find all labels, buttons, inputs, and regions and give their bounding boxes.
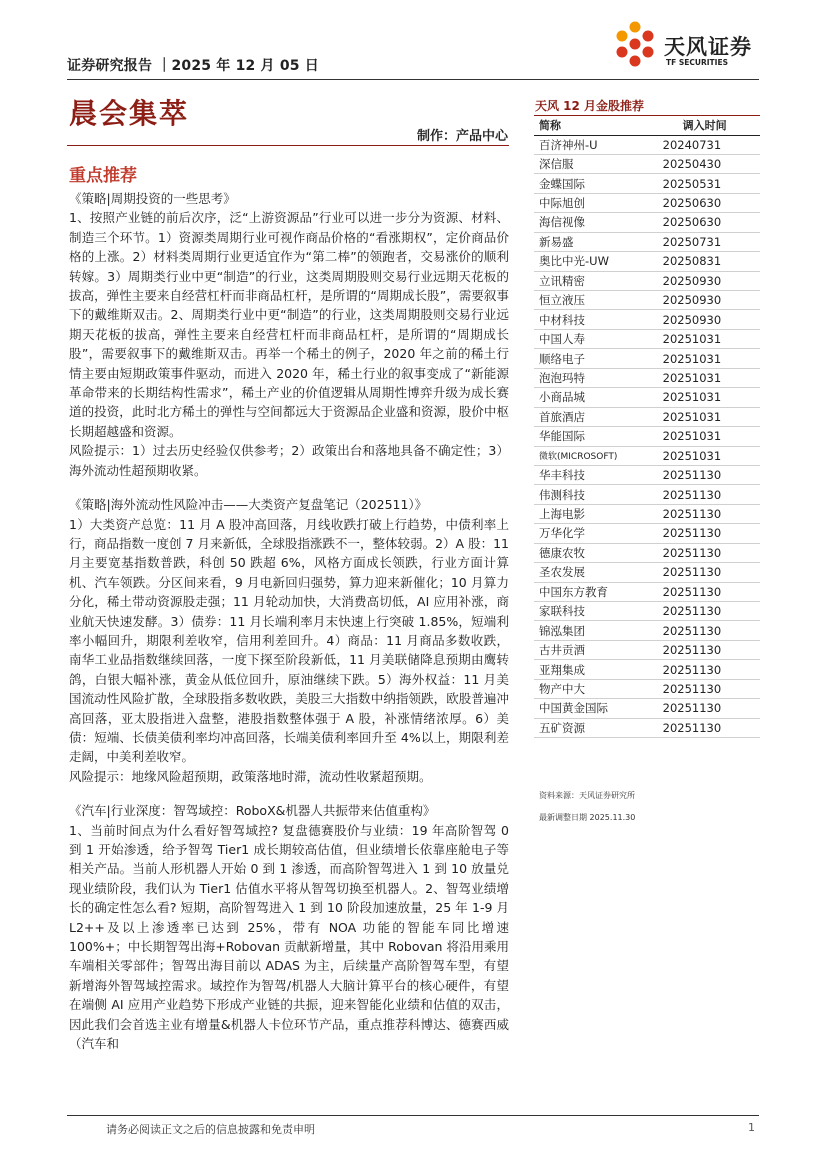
stock-date: 20251130 <box>658 563 760 582</box>
stock-name: 新易盛 <box>534 232 658 251</box>
stock-date: 20250731 <box>658 232 760 251</box>
page-title: 晨会集萃 <box>69 97 190 130</box>
table-row <box>534 232 760 251</box>
stock-date: 20250930 <box>658 310 760 329</box>
stock-name: 物产中大 <box>534 679 658 698</box>
stock-name: 古井贡酒 <box>534 640 658 659</box>
column-header-name: 简称 <box>534 116 658 135</box>
table-row <box>534 252 760 271</box>
risk-warning: 风险提示：地缘风险超预期，政策落地时滞，流动性收紧超预期。 <box>69 768 432 784</box>
table-row <box>534 543 760 562</box>
maker-label: 制作：产品中心 <box>416 129 508 144</box>
stock-name: 奥比中光-UW <box>534 252 658 271</box>
stock-date: 20251130 <box>658 524 760 543</box>
stock-date: 20250531 <box>658 174 760 193</box>
stock-date: 20251130 <box>658 602 760 621</box>
stock-name: 小商品城 <box>534 388 658 407</box>
article-body: 1）大类资产总览：11 月 A 股冲高回落，月线收跌打破上行趋势，中债利率上行，商品指数一度创 7 月来新低，全球股指涨跌不一，整体较弱。2）A 股：11 月主要宽基指数普跌，科创 50 跌超 6%，风格方面成长领跌，行业方面计算机、汽车领跌。分区间来看，9 月电新回归强势，算力迎来新催化；10 月算力分化，稀土带动资源股走强；11 月轮动加快，大消费高切低，AI 应用补涨，商业航天快速发酵。3）债券：11 月长端利率月末快速上行突破 1.85%，短端利率小幅回升，期限利差收窄，信用利差回升。4）商品：11 月商品多数收跌，南华工业品指数继续回落，一度下探至阶段新低，11 月美联储降息预期由鹰转鸽，白银大幅补涨，黄金从低位回升，原油继续下跌。5）海外权益：11 月美国流动性风险扩散，全球股指多数收跌，美股三大指数中纳指领跌，欧股普遍冲高回落，亚太股指进入盘整，港股指数整体强于 A 股，补涨情绪浓厚。6）美债：短端、长债美债利率均冲高回落，长端美债利率回升至 4%以上，期限利差走阔，中美利差收窄。 <box>69 516 509 765</box>
logo-name-en: TF SECURITIES <box>666 58 728 67</box>
table-row <box>534 563 760 582</box>
stock-name: 锦泓集团 <box>534 621 658 640</box>
company-logo <box>610 20 760 76</box>
stock-date: 20251130 <box>658 699 760 718</box>
stock-name: 万华化学 <box>534 524 658 543</box>
table-row <box>534 271 760 290</box>
table-row <box>534 407 760 426</box>
stock-date: 20251130 <box>658 640 760 659</box>
stock-name: 上海电影 <box>534 504 658 523</box>
footer-disclaimer: 请务必阅读正文之后的信息披露和免责申明 <box>106 1123 315 1136</box>
stock-date: 20250630 <box>658 193 760 212</box>
table-row <box>534 368 760 387</box>
article-cycle-strategy <box>69 189 509 480</box>
table-row <box>534 310 760 329</box>
article-body: 1、按照产业链的前后次序，泛“上游资源品”行业可以进一步分为资源、材料、制造三个环节。1）资源类周期行业可视作商品价格的“看涨期权”，定价商品价格的上涨。2）材料类周期行业更适宜作为“第二棒”的领跑者，交易涨价的顺利转嫁。3）周期类行业中更“制造”的行业，这类周期股则交易行业远期天花板的拔高，弹性主要来自经营杠杆而非商品杠杆，是所谓的“周期成长股”，需要叙事下的戴维斯双击。2、周期类行业中更“制造”的行业，这类周期股则交易行业远期天花板的拔高，弹性主要来自经营杠杆而非商品杠杆，是所谓的“周期成长股”，需要叙事下的戴维斯双击。再举一个稀土的例子，2020 年之前的稀土行情主要由短期政策事件驱动，而进入 2020 年，稀土行业的叙事变成了“新能源革命带来的长期结构性需求”，稀土产业的价值逻辑从周期性博弈升级为成长赛道的投资，此时北方稀土的弹性与空间都远大于资源品企业盛和资源，股价中枢长期超越盛和资源。 <box>69 210 509 439</box>
table-row <box>534 718 760 737</box>
table-row <box>534 660 760 679</box>
article-title: 《汽车|行业深度：智驾域控：RoboX&机器人共振带来估值重构》 <box>69 803 436 819</box>
article-auto-domain <box>69 801 509 1053</box>
table-row <box>534 485 760 504</box>
stock-date: 20250831 <box>658 252 760 271</box>
stock-name: 德康农牧 <box>534 543 658 562</box>
table-row <box>534 621 760 640</box>
stock-date: 20251130 <box>658 543 760 562</box>
stock-name: 华丰科技 <box>534 465 658 484</box>
article-title: 《策略|周期投资的一些思考》 <box>69 191 236 206</box>
stock-date: 20251130 <box>658 465 760 484</box>
stock-date: 20240731 <box>658 135 760 154</box>
table-row <box>534 446 760 465</box>
stock-date: 20251031 <box>658 368 760 387</box>
stock-name: 首旅酒店 <box>534 407 658 426</box>
table-header-row <box>534 116 760 135</box>
sidebar-title: 天风 12 月金股推荐 <box>534 96 760 116</box>
table-row <box>534 154 760 173</box>
stock-name: 深信服 <box>534 154 658 173</box>
stock-date: 20251130 <box>658 485 760 504</box>
stock-name: 中材科技 <box>534 310 658 329</box>
table-row <box>534 465 760 484</box>
report-header-title: 证券研究报告 ｜2025 年 12 月 05 日 <box>67 58 319 74</box>
article-title: 《策略|海外流动性风险冲击——大类资产复盘笔记（202511）》 <box>69 497 428 513</box>
table-row <box>534 291 760 310</box>
stock-name: 中国黄金国际 <box>534 699 658 718</box>
stock-name: 家联科技 <box>534 602 658 621</box>
table-row <box>534 524 760 543</box>
stock-name: 伟测科技 <box>534 485 658 504</box>
table-row <box>534 213 760 232</box>
stock-name: 百济神州-U <box>534 135 658 154</box>
stock-name: 泡泡玛特 <box>534 368 658 387</box>
section-heading: 重点推荐 <box>69 166 137 186</box>
stock-date: 20251130 <box>658 582 760 601</box>
stock-date: 20251031 <box>658 349 760 368</box>
table-row <box>534 602 760 621</box>
stock-date: 20251031 <box>658 407 760 426</box>
source-note: 资料来源：天风证券研究所 <box>539 791 635 801</box>
table-row <box>534 679 760 698</box>
page-number: 1 <box>748 1121 755 1134</box>
stock-date: 20250630 <box>658 213 760 232</box>
header-divider <box>67 79 759 80</box>
stock-name: 恒立液压 <box>534 291 658 310</box>
main-content <box>69 189 509 1068</box>
table-row <box>534 349 760 368</box>
logo-name-cn: 天风证券 <box>664 35 752 59</box>
gold-stock-sidebar <box>534 96 760 824</box>
article-asset-review <box>69 495 509 786</box>
stock-date: 20251130 <box>658 504 760 523</box>
stock-date: 20250930 <box>658 291 760 310</box>
stock-name: 圣农发展 <box>534 563 658 582</box>
stock-date: 20250430 <box>658 154 760 173</box>
stock-date: 20251031 <box>658 446 760 465</box>
stock-date: 20251031 <box>658 388 760 407</box>
stock-name: 中际旭创 <box>534 193 658 212</box>
stock-name: 海信视像 <box>534 213 658 232</box>
table-row <box>534 193 760 212</box>
stock-date: 20251130 <box>658 679 760 698</box>
table-row <box>534 640 760 659</box>
table-row <box>534 699 760 718</box>
stock-name: 金蝶国际 <box>534 174 658 193</box>
update-note: 最新调整日期 2025.11.30 <box>539 813 636 823</box>
title-divider <box>67 145 509 146</box>
article-body: 1、当前时间点为什么看好智驾域控? 复盘德赛股价与业绩：19 年高阶智驾 0 到 1 开始渗透，给予智驾 Tier1 成长期较高估值，但业绩增长依靠座舱电子等相关产品。当前人形机器人开始 0 到 1 渗透，而高阶智驾进入 1 到 10 放量兑现业绩阶段，我们认为 Tier1 估值水平将从智驾切换至机器人。2、智驾业绩增长的确定性怎么看? 短期，高阶智驾进入 1 到 10 阶段加速放量，25 年 1-9 月 L2++及以上渗透率已达到 25%，带有 NOA 功能的智能车同比增速 100%+；中长期智驾出海+Robovan 贡献新增量，其中 Robovan 将沿用乘用车端相关零部件；智驾出海目前以 ADAS 为主，后续量产高阶智驾车型，有望新增海外智驾域控需求。域控作为智驾/机器人大脑计算平台的核心硬件，有望在端侧 AI 应用产业趋势下形成产业链的共振，迎来智能化业绩和估值的双击，因此我们会首选主业有增量&机器人卡位环节产品，重点推荐科博达、德赛西威（汽车和 <box>69 822 509 1052</box>
footer-divider <box>67 1115 759 1116</box>
gold-stock-table <box>534 116 760 738</box>
stock-name: 五矿资源 <box>534 718 658 737</box>
stock-date: 20251031 <box>658 329 760 348</box>
stock-date: 20251130 <box>658 660 760 679</box>
column-header-date: 调入时间 <box>658 116 760 135</box>
stock-name: 华能国际 <box>534 427 658 446</box>
logo-mark-icon <box>610 20 660 70</box>
table-row <box>534 427 760 446</box>
stock-name: 立讯精密 <box>534 271 658 290</box>
table-row <box>534 504 760 523</box>
stock-name: 中国东方教育 <box>534 582 658 601</box>
stock-name: 微软(MICROSOFT) <box>534 446 658 465</box>
table-row <box>534 582 760 601</box>
stock-date: 20251130 <box>658 621 760 640</box>
stock-name: 中国人寿 <box>534 329 658 348</box>
stock-date: 20251031 <box>658 427 760 446</box>
table-row <box>534 329 760 348</box>
table-row <box>534 388 760 407</box>
stock-name: 亚翔集成 <box>534 660 658 679</box>
stock-name: 顺络电子 <box>534 349 658 368</box>
stock-date: 20251130 <box>658 718 760 737</box>
table-row <box>534 174 760 193</box>
stock-date: 20250930 <box>658 271 760 290</box>
table-body <box>534 135 760 738</box>
table-row <box>534 135 760 154</box>
risk-warning: 风险提示：1）过去历史经验仅供参考；2）政策出台和落地具备不确定性；3）海外流动性超预期收紧。 <box>69 443 509 478</box>
